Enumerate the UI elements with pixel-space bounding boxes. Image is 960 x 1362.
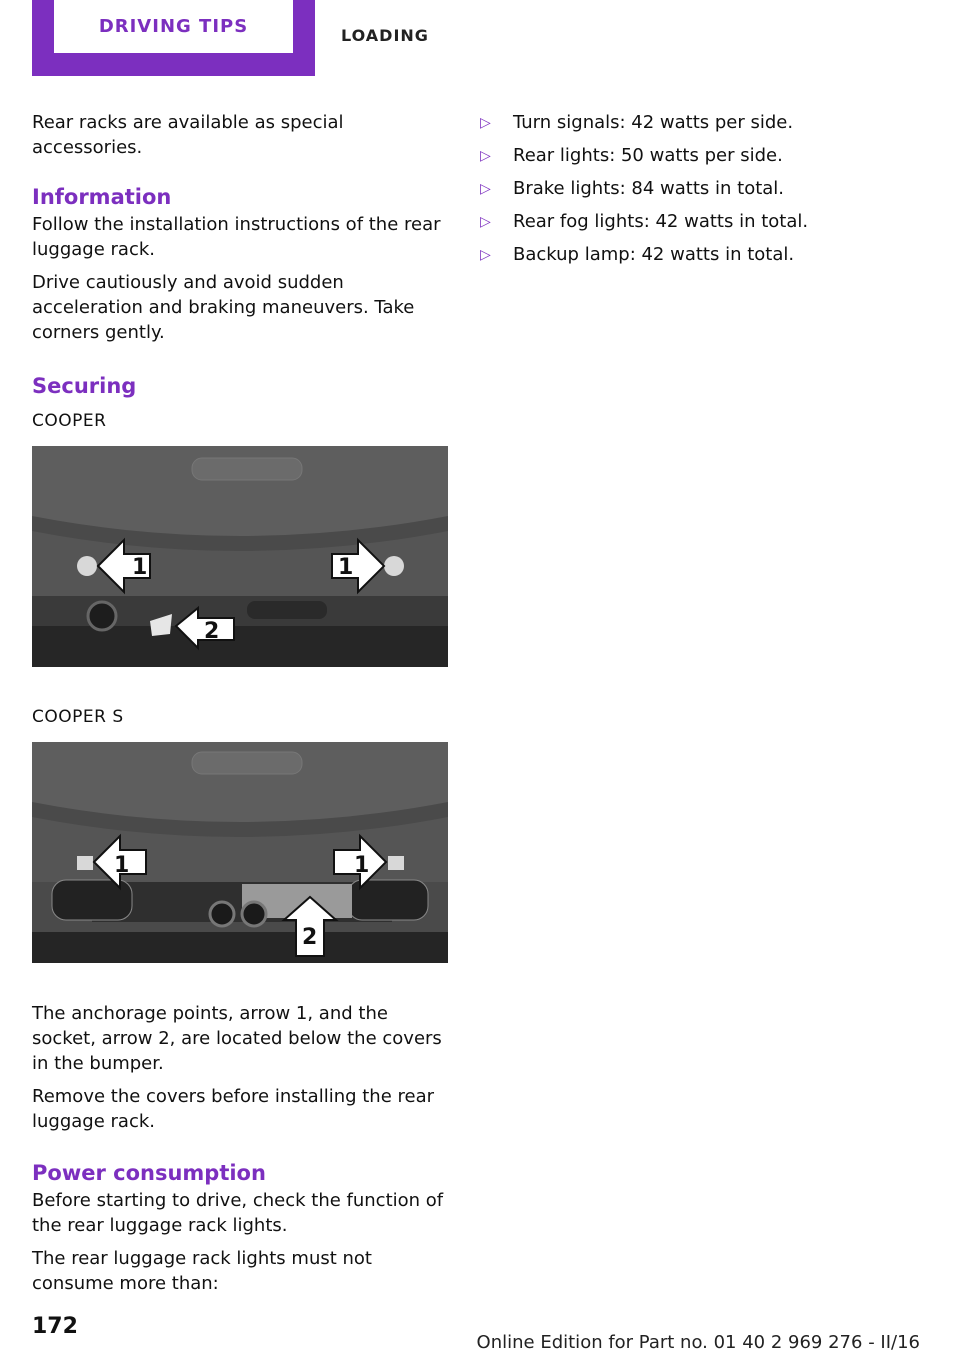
triangle-right-icon: ▷ (480, 181, 491, 197)
triangle-right-icon: ▷ (480, 247, 491, 263)
triangle-right-icon: ▷ (480, 214, 491, 230)
tab-driving-tips-label: DRIVING TIPS (54, 0, 293, 53)
anchorage-paragraph: The anchorage points, arrow 1, and the socket, arrow 2, are located below the covers in the bumper. (32, 1003, 442, 1074)
power-consumption-heading: Power consumption (32, 1161, 266, 1185)
list-item: ▷ Turn signals: 42 watts per side. (480, 110, 920, 136)
svg-text:1: 1 (132, 555, 148, 580)
list-item: ▷ Rear fog lights: 42 watts in total. (480, 209, 920, 235)
svg-text:1: 1 (354, 853, 370, 878)
cooper-s-bumper-illustration (32, 742, 448, 963)
cooper-label: COOPER (32, 411, 107, 431)
cooper-s-label: COOPER S (32, 707, 124, 727)
page-number: 172 (32, 1314, 78, 1339)
intro-text: Rear racks are available as special accessories. (32, 112, 344, 158)
information-paragraph-2: Drive cautiously and avoid sudden acceleration and braking maneuvers. Take corners gently. (32, 272, 415, 343)
information-heading: Information (32, 185, 172, 209)
triangle-right-icon: ▷ (480, 148, 491, 164)
cooper-bumper-illustration (32, 446, 448, 667)
tab-driving-tips[interactable] (32, 0, 315, 76)
edition-footer: Online Edition for Part no. 01 40 2 969 276 - II/16 (476, 1332, 920, 1353)
triangle-right-icon: ▷ (480, 115, 491, 131)
power-paragraph-2: The rear luggage rack lights must not consume more than: (32, 1248, 372, 1294)
list-item: ▷ Rear lights: 50 watts per side. (480, 143, 920, 169)
cooper-s-bumper-image (32, 742, 448, 963)
information-paragraph-1: Follow the installation instructions of the rear luggage rack. (32, 214, 441, 260)
svg-text:2: 2 (302, 925, 318, 950)
remove-covers-paragraph: Remove the covers before installing the rear luggage rack. (32, 1086, 435, 1132)
svg-text:1: 1 (338, 555, 354, 580)
list-item: ▷ Brake lights: 84 watts in total. (480, 176, 920, 202)
left-column (32, 110, 448, 1304)
tab-loading[interactable]: LOADING (341, 26, 429, 45)
power-paragraph-1: Before starting to drive, check the function of the rear luggage rack lights. (32, 1190, 444, 1236)
svg-text:2: 2 (204, 619, 220, 644)
securing-heading: Securing (32, 374, 137, 398)
cooper-bumper-image (32, 446, 448, 667)
right-column (480, 110, 920, 275)
svg-text:1: 1 (114, 853, 130, 878)
list-item: ▷ Backup lamp: 42 watts in total. (480, 242, 920, 268)
